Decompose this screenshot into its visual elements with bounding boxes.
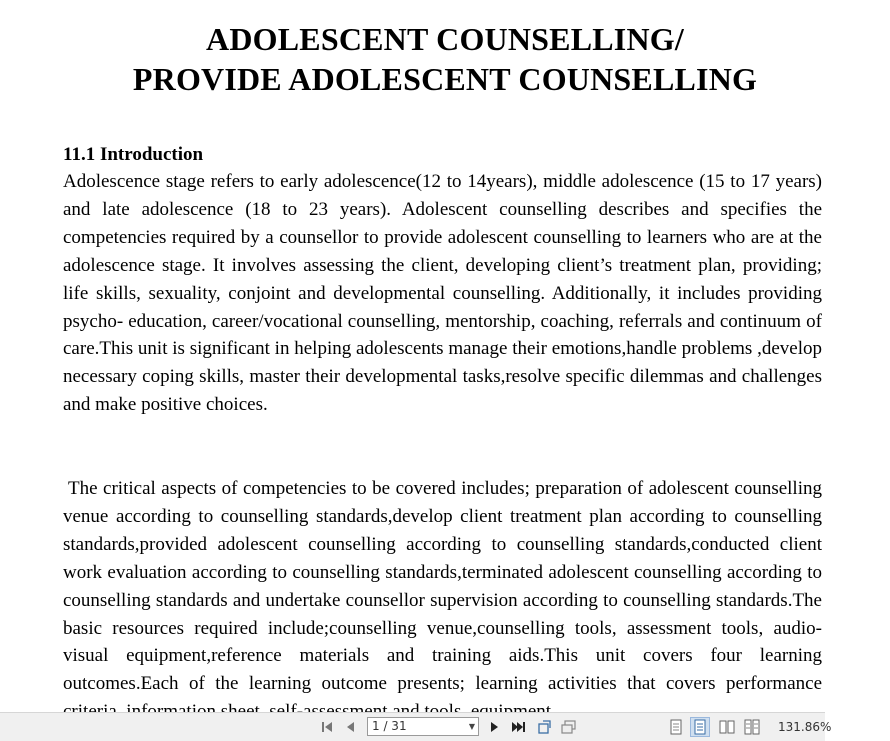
two-page-continuous-view-icon[interactable] [742,717,762,737]
document-title-line1: ADOLESCENT COUNSELLING/ [206,21,684,57]
first-page-icon[interactable] [317,717,337,737]
page-indicator: 1 / 31 [372,719,407,733]
next-page-icon[interactable] [484,717,504,737]
continuous-view-icon[interactable] [690,717,710,737]
paragraph-critical-aspects: The critical aspects of competencies to be covered includes; preparation of adolescent counselling venue according to counselling standards,develop client treatment plan according to counselling standards,provided adolescent counselling according to counselling standards,conducted client work evaluation according to counselling standards,terminated adolescent counselling according to counselling standards and undertake counsellor supervision according to counselling standards.The basic resources required include;counselling venue,counselling tools, assessment tools, audio-visual equipment,reference materials and training aids.This unit covers four learning outcomes.Each of the learning outcome presents; learning activities that covers performance [63,478,822,695]
last-page-icon[interactable] [508,717,528,737]
zoom-level[interactable]: 131.86% [778,720,832,734]
present-icon[interactable] [559,717,579,737]
rotate-icon[interactable] [535,717,555,737]
document-title-line2: PROVIDE ADOLESCENT COUNSELLING [132,61,758,97]
page-number-select[interactable] [367,717,479,736]
section-heading: 11.1 Introduction [63,144,204,165]
single-page-view-icon[interactable] [666,717,686,737]
pdf-viewer-toolbar [0,712,832,741]
chevron-down-icon: ▼ [468,722,475,731]
paragraph-introduction: Adolescence stage refers to early adolescence(12 to 14years), middle adolescence (15 to 17 years) and late adolescence (18 to 23 years). Adolescent counselling describes and specifies the competencies required by a counsellor to provide adolescent counselling to learners who are at the adolescence stage. It involves assessing the client, developing client’s treatment plan, providing; life skills, sexuality, conjoint and developmental counselling. Additionally, it includes providing psycho- education, career/vocational counselling, mentorship, coaching, referrals and continuum of care.This unit is significant in helping adolescents manage their emotions,handle problems ,develop necessary coping skills, master their developmental tasks,resolve specific dilemmas and challenges and make positive choices. [63,171,822,416]
two-page-view-icon[interactable] [717,717,737,737]
prev-page-icon[interactable] [341,717,361,737]
